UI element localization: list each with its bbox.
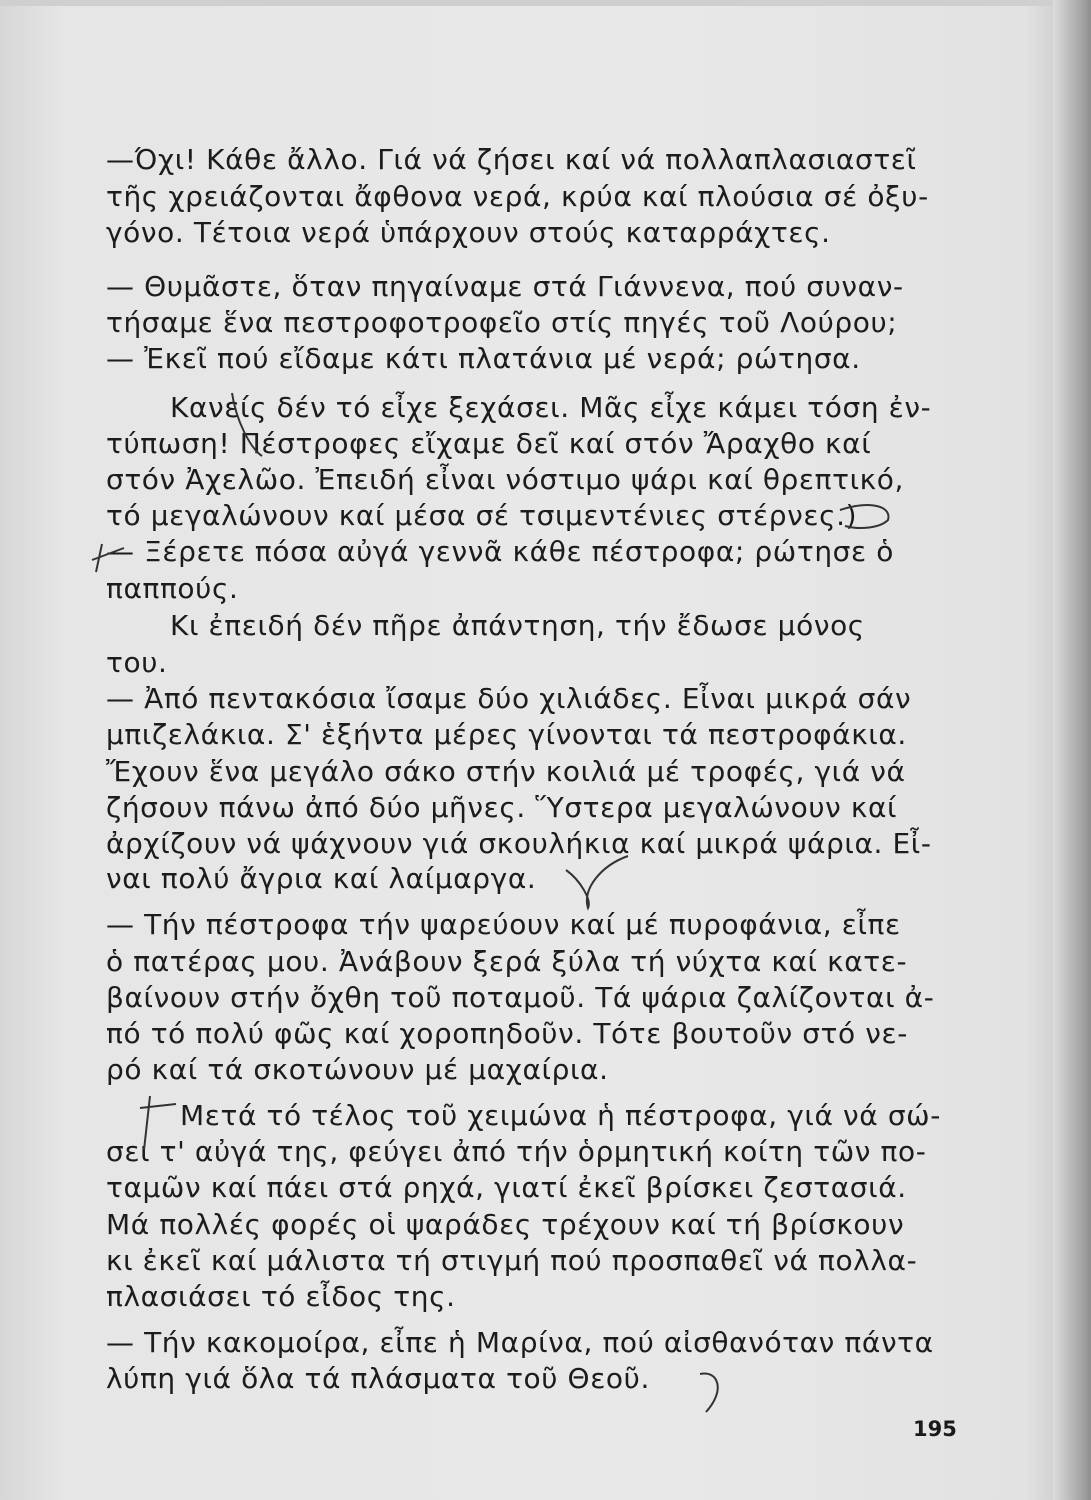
text-line: — Ἀπό πεντακόσια ἴσαμε δύο χιλιάδες. Εἶναι μικρά σάν	[106, 682, 912, 715]
pen-bracket-mark	[840, 505, 888, 528]
text-line: βαίνουν στήν ὄχθη τοῦ ποταμοῦ. Τά ψάρια ζαλίζονται ἀ-	[106, 981, 935, 1014]
text-line: τῆς χρειάζονται ἄφθονα νερά, κρύα καί πλούσια σέ ὀξυ-	[106, 180, 929, 213]
text-line: Ἔχουν ἕνα μεγάλο σάκο στήν κοιλιά μέ τροφές, γιά νά	[106, 755, 906, 788]
text-line: κι ἐκεῖ καί μάλιστα τή στιγμή πού προσπαθεῖ νά πολλα-	[106, 1244, 918, 1277]
text-line: —Όχι! Κάθε ἄλλο. Γιά νά ζήσει καί νά πολλαπλασιαστεῖ	[106, 143, 917, 176]
text-line: σει τ' αὐγά της, φεύγει ἀπό τήν ὁρμητική κοίτη τῶν πο-	[106, 1135, 927, 1168]
text-line: πό τό πολύ φῶς καί χοροπηδοῦν. Τότε βουτοῦν στό νε-	[106, 1017, 908, 1050]
text-line: Κανείς δέν τό εἶχε ξεχάσει. Μᾶς εἶχε κάμει τόση ἐν-	[170, 391, 932, 424]
text-line: — Τήν πέστροφα τήν ψαρεύουν καί μέ πυροφάνια, εἶπε	[106, 908, 901, 941]
text-line: — Τήν κακομοίρα, εἶπε ἡ Μαρίνα, πού αἰσθανόταν πάντα	[106, 1326, 934, 1359]
text-line: μπιζελάκια. Σ' ἑξήντα μέρες γίνονται τά πεστροφάκια.	[106, 718, 907, 751]
text-line: ταμῶν καί πάει στά ρηχά, γιατί ἐκεῖ βρίσκει ζεστασιά.	[106, 1171, 907, 1204]
pen-bracket-mark	[700, 1373, 718, 1412]
text-line: παππούς.	[106, 572, 239, 605]
page-number: 195	[913, 1417, 957, 1441]
text-line: τύπωση! Πέστροφες εἴχαμε δεῖ καί στόν Ἄραχθο καί	[106, 427, 872, 460]
text-line: πλασιάσει τό εἶδος της.	[106, 1280, 456, 1313]
text-line: του.	[106, 646, 168, 679]
pen-bracket-mark	[140, 1096, 176, 1150]
text-line: ἀρχίζουν νά ψάχνουν γιά σκουλήκια καί μικρά ψάρια. Εἶ-	[106, 827, 932, 860]
text-line: ζήσουν πάνω ἀπό δύο μῆνες. Ὕστερα μεγαλώνουν καί	[106, 791, 898, 824]
pen-bracket-mark	[232, 393, 262, 456]
text-line: λύπη γιά ὅλα τά πλάσματα τοῦ Θεοῦ.	[106, 1362, 650, 1395]
text-line: Μετά τό τέλος τοῦ χειμώνα ἡ πέστροφα, γιά νά σώ-	[180, 1099, 941, 1132]
text-line: ρό καί τά σκοτώνουν μέ μαχαίρια.	[106, 1053, 609, 1086]
text-line: ὁ πατέρας μου. Ἀνάβουν ξερά ξύλα τή νύχτα καί κατε-	[106, 945, 908, 978]
text-line: στόν Ἀχελῶο. Ἐπειδή εἶναι νόστιμο ψάρι καί θρεπτικό,	[106, 463, 904, 496]
text-line: Κι ἐπειδή δέν πῆρε ἀπάντηση, τήν ἔδωσε μόνος	[170, 609, 865, 642]
text-line: ναι πολύ ἄγρια καί λαίμαργα.	[106, 862, 537, 895]
text-line: — Ἐκεῖ πού εἴδαμε κάτι πλατάνια μέ νερά; ρώτησα.	[106, 342, 861, 375]
pen-x-mark	[566, 856, 628, 908]
text-line: τό μεγαλώνουν καί μέσα σέ τσιμεντένιες στέρνες.)	[106, 499, 858, 532]
text-line: Μά πολλές φορές οἱ ψαράδες τρέχουν καί τή βρίσκουν	[106, 1208, 905, 1241]
text-line: γόνο. Τέτοια νερά ὑπάρχουν στούς καταρράχτες.	[106, 216, 831, 249]
text-line: — Ξέρετε πόσα αὐγά γεννᾶ κάθε πέστροφα; ρώτησε ὁ	[106, 535, 894, 568]
text-line: — Θυμᾶστε, ὅταν πηγαίναμε στά Γιάννενα, πού συναν-	[106, 270, 904, 303]
pen-dash-mark	[92, 544, 124, 572]
text-line: τήσαμε ἕνα πεστροφοτροφεῖο στίς πηγές τοῦ Λούρου;	[106, 306, 898, 339]
